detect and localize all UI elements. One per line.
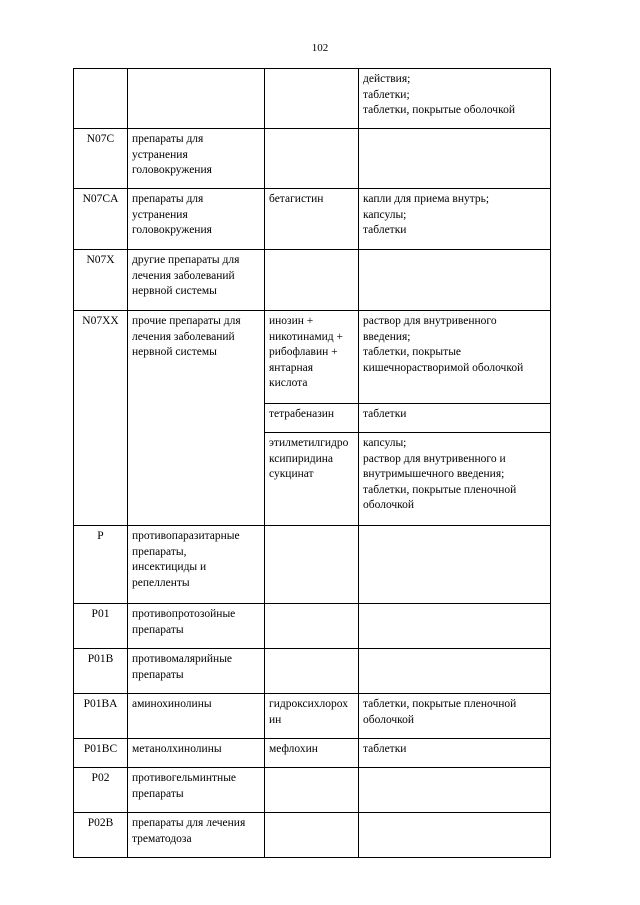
drug-name-cell-line: тетрабеназин	[269, 408, 335, 420]
drug-name-cell-line: инозин +	[269, 315, 314, 327]
group-name-cell	[128, 69, 265, 129]
dosage-form-cell	[359, 404, 551, 433]
group-name-cell-line: другие препараты для	[132, 254, 240, 266]
group-name-cell-line: препараты для лечения	[132, 817, 246, 829]
table-row	[74, 694, 551, 739]
group-name-cell	[128, 813, 265, 858]
dosage-form-cell	[359, 433, 551, 526]
atc-code-cell: P	[74, 526, 128, 604]
dosage-form-cell	[359, 526, 551, 604]
group-name-cell-line: репелленты	[132, 576, 190, 589]
atc-code-cell: P01BC	[74, 739, 128, 768]
drug-name-cell	[265, 694, 359, 739]
dosage-form-cell	[359, 250, 551, 311]
group-name-cell	[128, 649, 265, 694]
drug-name-cell-line: рибофлавин +	[269, 346, 338, 358]
dosage-form-cell-line: раствор для внутривенного и	[363, 452, 506, 465]
dosage-form-cell-line: капсулы;	[363, 437, 407, 449]
table-row	[74, 526, 551, 604]
table-row	[74, 768, 551, 813]
group-name-cell	[128, 739, 265, 768]
atc-code-cell: P01	[74, 604, 128, 649]
group-name-cell	[128, 250, 265, 311]
dosage-form-cell-line: оболочкой	[363, 713, 415, 726]
group-name-cell-line: препараты для	[132, 193, 204, 205]
drug-table	[73, 68, 551, 858]
group-name-cell	[128, 694, 265, 739]
group-name-cell-line: головокружения	[132, 164, 212, 176]
drug-name-cell-line: бетагистин	[269, 193, 324, 205]
dosage-form-cell-line: капсулы;	[363, 208, 407, 221]
group-name-cell	[128, 311, 265, 526]
dosage-form-cell-line: кишечнорастворимой оболочкой	[363, 361, 524, 374]
atc-code-cell: P01BA	[74, 694, 128, 739]
table-row	[74, 649, 551, 694]
atc-code-cell: N07XX	[74, 311, 128, 526]
drug-name-cell	[265, 739, 359, 768]
group-name-cell-line: противомалярийные	[132, 653, 233, 665]
drug-name-cell	[265, 129, 359, 189]
dosage-form-cell	[359, 604, 551, 649]
page-number: 102	[311, 42, 329, 54]
group-name-cell-line: инсектициды и	[132, 561, 207, 573]
dosage-form-cell	[359, 129, 551, 189]
drug-name-cell	[265, 250, 359, 311]
group-name-cell-line: лечения заболеваний	[132, 330, 235, 343]
table-row	[74, 739, 551, 768]
dosage-form-cell-line: капли для приема внутрь;	[363, 193, 490, 205]
table-row	[74, 813, 551, 858]
drug-name-cell	[265, 404, 359, 433]
group-name-cell	[128, 604, 265, 649]
dosage-form-cell	[359, 694, 551, 739]
group-name-cell-line: аминохинолины	[132, 698, 212, 710]
dosage-form-cell	[359, 813, 551, 858]
drug-name-cell-line: сукцинат	[269, 468, 314, 480]
dosage-form-cell-line: таблетки, покрытые пленочной	[363, 483, 517, 496]
drug-name-cell	[265, 69, 359, 129]
group-name-cell	[128, 129, 265, 189]
drug-name-cell-line: ин	[269, 713, 282, 726]
drug-name-cell-line: никотинамид +	[269, 330, 343, 343]
group-name-cell-line: нервной системы	[132, 285, 217, 297]
drug-name-cell-line: гидроксихлорох	[269, 698, 348, 710]
table-row	[74, 189, 551, 250]
atc-code-cell: P01B	[74, 649, 128, 694]
group-name-cell	[128, 189, 265, 250]
drug-name-cell-line: янтарная	[269, 361, 314, 374]
atc-code-cell: N07CA	[74, 189, 128, 250]
dosage-form-cell-line: таблетки;	[363, 88, 410, 101]
dosage-form-cell-line: внутримышечного введения;	[363, 468, 505, 480]
group-name-cell-line: устранения	[132, 148, 188, 161]
group-name-cell-line: препараты	[132, 668, 184, 681]
dosage-form-cell	[359, 768, 551, 813]
drug-name-cell	[265, 604, 359, 649]
group-name-cell	[128, 526, 265, 604]
drug-name-cell	[265, 189, 359, 250]
group-name-cell-line: препараты	[132, 623, 184, 636]
dosage-form-cell-line: таблетки, покрытые пленочной	[363, 698, 517, 710]
group-name-cell	[128, 768, 265, 813]
table-row	[74, 69, 551, 129]
drug-name-cell	[265, 649, 359, 694]
atc-code-cell	[74, 69, 128, 129]
group-name-cell-line: противопаразитарные	[132, 530, 240, 542]
atc-code-cell: N07C	[74, 129, 128, 189]
table-row	[74, 250, 551, 311]
group-name-cell-line: головокружения	[132, 224, 212, 236]
table-row	[74, 604, 551, 649]
dosage-form-cell-line: таблетки	[363, 224, 407, 236]
group-name-cell-line: нервной системы	[132, 346, 217, 358]
dosage-form-cell-line: таблетки, покрытые оболочкой	[363, 104, 515, 116]
group-name-cell-line: лечения заболеваний	[132, 269, 235, 282]
drug-name-cell	[265, 433, 359, 526]
drug-name-cell-line: ксипиридина	[269, 452, 334, 465]
drug-name-cell	[265, 311, 359, 404]
dosage-form-cell-line: раствор для внутривенного	[363, 315, 497, 327]
drug-name-cell-line: кислота	[269, 377, 308, 389]
group-name-cell-line: препараты для	[132, 133, 204, 145]
dosage-form-cell-line: оболочкой	[363, 499, 415, 511]
dosage-form-cell-line: введения;	[363, 330, 411, 343]
group-name-cell-line: метанолхинолины	[132, 743, 222, 755]
dosage-form-cell	[359, 189, 551, 250]
table-body	[74, 69, 551, 858]
group-name-cell-line: противопротозойные	[132, 608, 236, 620]
dosage-form-cell-line: действия;	[363, 73, 411, 85]
group-name-cell-line: прочие препараты для	[132, 315, 241, 327]
atc-code-cell: P02	[74, 768, 128, 813]
group-name-cell-line: препараты,	[132, 545, 187, 558]
dosage-form-cell	[359, 739, 551, 768]
table-row	[74, 311, 551, 404]
dosage-form-cell	[359, 649, 551, 694]
drug-name-cell-line: этилметилгидро	[269, 437, 349, 449]
dosage-form-cell	[359, 69, 551, 129]
drug-name-cell	[265, 526, 359, 604]
atc-code-cell: P02B	[74, 813, 128, 858]
dosage-form-cell-line: таблетки, покрытые	[363, 346, 462, 358]
dosage-form-cell-line: таблетки	[363, 408, 407, 420]
atc-code-cell: N07X	[74, 250, 128, 311]
group-name-cell-line: препараты	[132, 787, 184, 800]
dosage-form-cell-line: таблетки	[363, 743, 407, 755]
drug-name-cell	[265, 768, 359, 813]
group-name-cell-line: трематодоза	[132, 832, 192, 845]
table-row	[74, 129, 551, 189]
drug-name-cell	[265, 813, 359, 858]
group-name-cell-line: противогельминтные	[132, 772, 237, 784]
group-name-cell-line: устранения	[132, 208, 188, 221]
dosage-form-cell	[359, 311, 551, 404]
drug-name-cell-line: мефлохин	[269, 743, 318, 755]
